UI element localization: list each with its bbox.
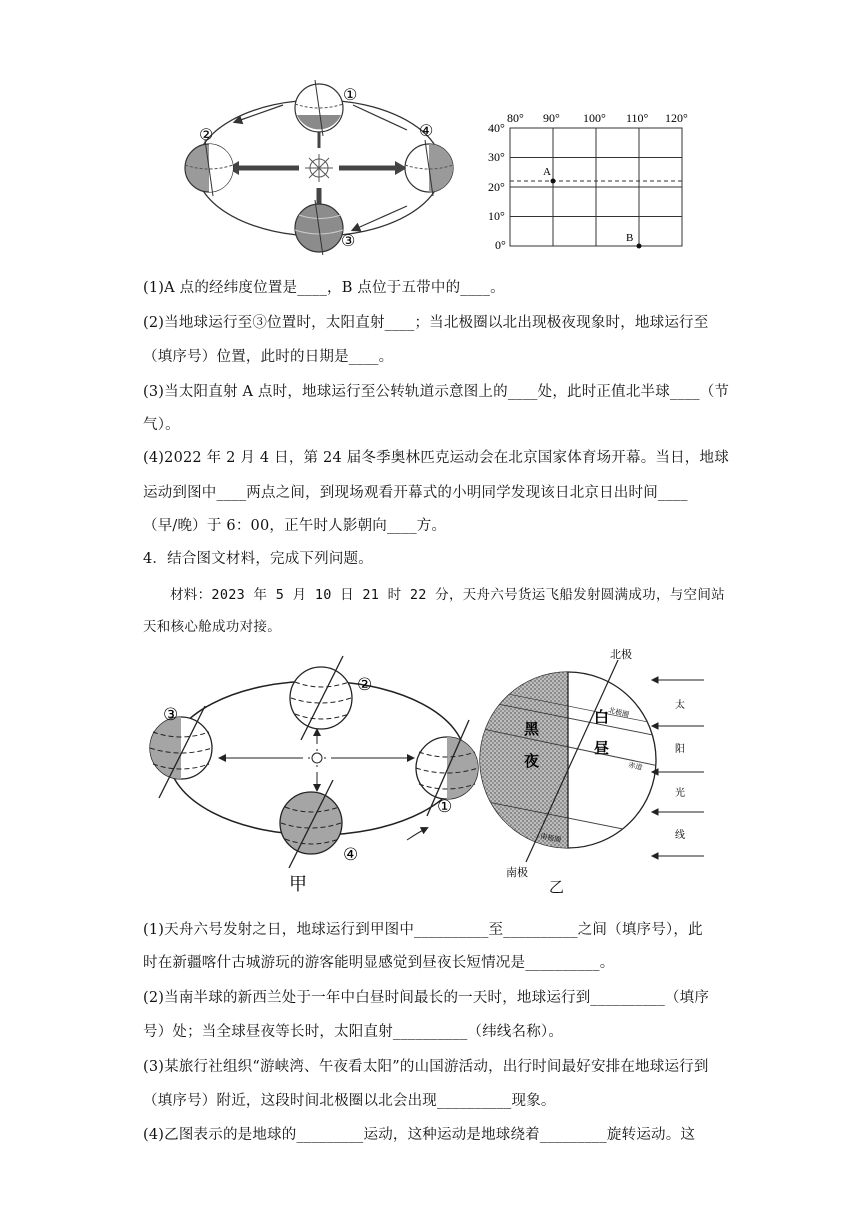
q3-line-5: 气）。	[143, 417, 180, 433]
earth-position-2	[185, 140, 233, 196]
caption-yi: 乙	[549, 878, 565, 896]
q4-line-5: (3)某旅行社组织“游峡湾、午夜看太阳”的山国游活动，出行时间最好安排在地球运行到	[143, 1059, 709, 1075]
south-pole-label: 南极	[506, 867, 528, 879]
orbit-label-3: ③	[341, 233, 356, 250]
night-label-1: 黑	[524, 720, 540, 738]
north-pole-label: 北极	[610, 649, 632, 661]
q3-line-7: 运动到图中____两点之间，到现场观看开幕式的小明同学发现该日北京日出时间____	[143, 485, 688, 501]
earth-2-top	[290, 656, 352, 740]
q4-line-1: (1)天舟六号发射之日，地球运行到甲图中__________至__________之间（填序号），此	[143, 922, 703, 938]
fig2-label-3: ③	[163, 705, 179, 724]
point-a-label: A	[543, 166, 551, 178]
arctic-circle-label: 北极圈	[607, 706, 630, 720]
lat-tick-40: 40°	[488, 121, 505, 135]
orbit-label-1: ①	[343, 87, 358, 104]
caption-jia: 甲	[289, 874, 307, 895]
earth-4-bottom	[280, 780, 342, 868]
q3-line-2: (2)当地球运行至③位置时，太阳直射____；当北极圈以北出现极夜现象时，地球运行至	[143, 315, 709, 331]
q4-line-3: (2)当南半球的新西兰处于一年中白昼时间最长的一天时，地球运行到__________（填序	[143, 990, 710, 1006]
q3-line-8: （早/晚）于 6：00，正午时人影朝向____方。	[143, 518, 447, 534]
earth-position-4	[405, 140, 453, 196]
sun-icon	[305, 154, 333, 182]
sunlight-char-2: 阳	[675, 744, 685, 755]
lon-tick-100: 100°	[583, 111, 606, 125]
fig2-label-4: ④	[343, 845, 359, 864]
day-night-diagram	[478, 640, 718, 882]
lat-tick-20: 20°	[488, 180, 505, 194]
sunlight-char-1: 太	[675, 700, 685, 711]
lon-tick-90: 90°	[543, 111, 560, 125]
q4-line-7: (4)乙图表示的是地球的_________运动，这种运动是地球绕着_________旋转运动。这	[143, 1127, 696, 1143]
lat-tick-30: 30°	[488, 150, 505, 164]
q3-line-6: (4)2022 年 2 月 4 日，第 24 届冬季奥林匹克运动会在北京国家体育场开幕。当日，地球	[143, 450, 729, 466]
sunlight-char-3: 光	[675, 788, 685, 799]
equator-label: 赤道	[627, 761, 643, 772]
earth-3-left	[150, 706, 212, 798]
q4-title: 4．结合图文材料，完成下列问题。	[143, 551, 373, 567]
fig2-label-1: ①	[437, 797, 453, 816]
lon-tick-110: 110°	[626, 111, 649, 125]
q3-line-1: (1)A 点的经纬度位置是____，B 点位于五带中的____。	[143, 280, 505, 296]
fig2-label-2: ②	[357, 675, 373, 694]
orbit-diagram-1	[175, 70, 470, 255]
orbit-label-2: ②	[199, 127, 214, 144]
point-b-marker	[637, 244, 642, 249]
earth-position-1	[295, 80, 343, 136]
orbit-diagram-2	[145, 640, 490, 900]
earth-position-3	[295, 200, 343, 255]
q4-line-2: 时在新疆喀什古城游玩的游客能明显感觉到昼夜长短情况是__________。	[143, 955, 615, 971]
day-label-2: 昼	[594, 739, 610, 757]
antarctic-circle-label: 南极圈	[539, 832, 562, 845]
q4-line-6: （填序号）附近，这段时间北极圈以北会出现__________现象。	[143, 1093, 556, 1109]
night-label-2: 夜	[524, 752, 540, 770]
q3-line-3: （填序号）位置，此时的日期是____。	[143, 349, 394, 365]
q3-line-4: (3)当太阳直射 A 点时，地球运行至公转轨道示意图上的____处，此时正值北半球____（节	[143, 384, 730, 400]
material-line-1: 材料：2023 年 5 月 10 日 21 时 22 分，天舟六号货运飞船发射圆满成功，与空间站	[170, 587, 725, 603]
lon-tick-120: 120°	[665, 111, 688, 125]
day-label-1: 白	[594, 708, 610, 726]
sun-icon-2	[308, 749, 326, 767]
point-a-marker	[551, 179, 556, 184]
q4-line-4: 号）处；当全球昼夜等长时，太阳直射__________（纬线名称）。	[143, 1024, 564, 1040]
point-b-label: B	[626, 232, 634, 244]
lat-tick-0: 0°	[495, 238, 506, 250]
material-line-2: 天和核心舱成功对接。	[143, 619, 281, 635]
latlon-grid	[485, 108, 695, 250]
lon-tick-80: 80°	[507, 111, 524, 125]
orbit-label-4: ④	[419, 123, 434, 140]
sunlight-char-4: 线	[675, 830, 685, 841]
lat-tick-10: 10°	[488, 209, 505, 223]
